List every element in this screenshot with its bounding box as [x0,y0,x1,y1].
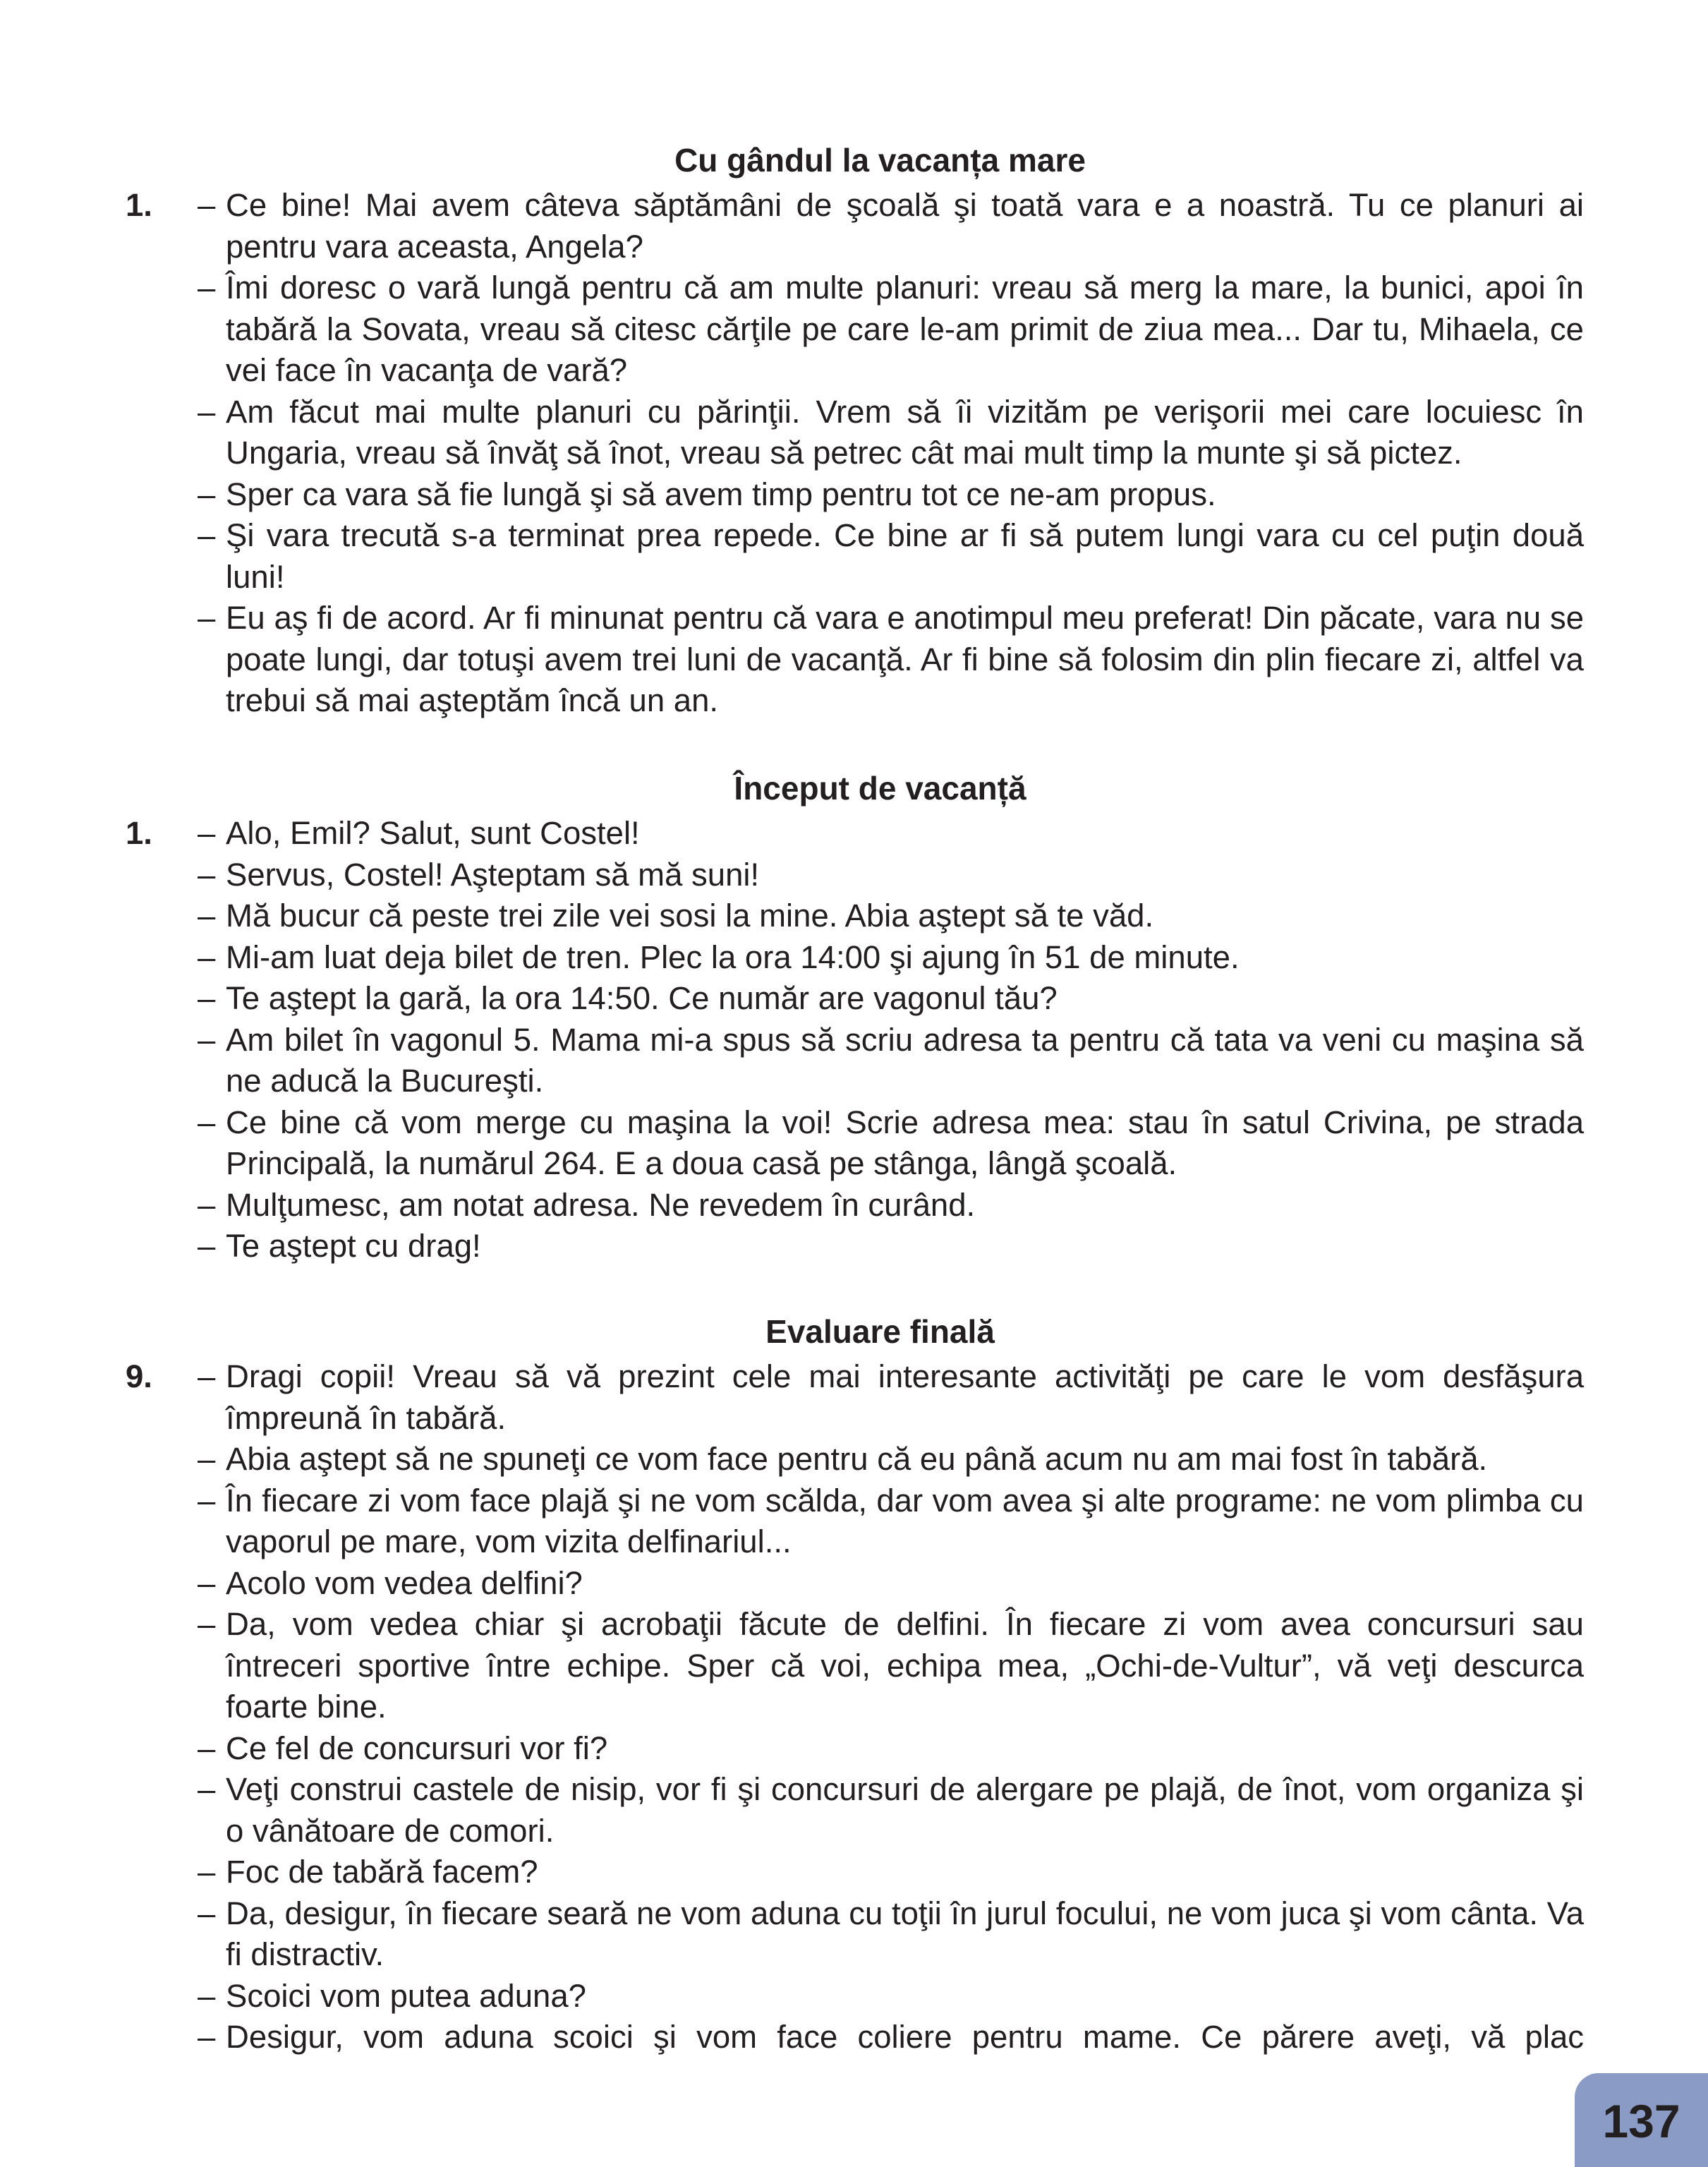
dialogue-line [198,1480,1584,1563]
dialogue-line [198,1020,1584,1102]
dialogue-text: Şi vara trecută s-a terminat prea repede. Ce bine ar fi să putem lungi vara cu cel puţin două luni! [226,517,1584,595]
dialogue-text: Mă bucur că peste trei zile vei sosi la mine. Abia aştept să te văd. [226,898,1154,934]
dialogue-text: Te aştept la gară, la ora 14:50. Ce număr are vagonul tău? [226,980,1058,1016]
section-evaluare-finala [120,1311,1584,2058]
exercise-number: 1. [126,815,152,851]
dialogue-line [198,185,1584,267]
dialogue-text: Am bilet în vagonul 5. Mama mi-a spus să scriu adresa ta pentru că tata va veni cu maşina să ne aducă la Bucureşti. [226,1021,1584,1099]
dialogue-line [198,2017,1584,2058]
dash: – [198,1021,216,1058]
dialogue-line [198,1226,1584,1267]
dialogue-line [198,1893,1584,1976]
dialogue-line [198,392,1584,474]
dash: – [198,898,216,934]
dialogue-line [198,267,1584,392]
dash: – [198,476,216,512]
dialogue-line [198,813,1584,855]
dash: – [198,1606,216,1642]
dialogue-text: Mulţumesc, am notat adresa. Ne revedem în curând. [226,1186,976,1223]
dialogue-line [198,1356,1584,1439]
dialogue-text: Da, vom vedea chiar şi acrobaţii făcute de delfini. În fiecare zi vom avea concursuri sau întreceri sportive între echipe. Sper că voi, echipa mea, „Ochi-de-Vultur”, vă veţi descurca foarte bine. [226,1606,1584,1725]
section-cu-gandul-la-vacanta-mare [120,140,1584,722]
dash: – [198,1895,216,1931]
dialogue-line [198,1563,1584,1605]
dialogue-text: Mi-am luat deja bilet de tren. Plec la ora 14:00 şi ajung în 51 de minute. [226,938,1240,975]
dialogue-text: Abia aştept să ne spuneţi ce vom face pentru că eu până acum nu am mai fost în tabără. [226,1441,1488,1477]
dash: – [198,1564,216,1601]
dash: – [198,1104,216,1140]
dialogue-text: Desigur, vom aduna scoici şi vom face coliere pentru mame. Ce părere aveţi, vă plac [226,2019,1584,2055]
dash: – [198,600,216,636]
dash: – [198,270,216,306]
page-number-badge [1575,2073,1708,2167]
section-title: Evaluare finală [765,1313,995,1350]
dialogue-text: În fiecare zi vom face plajă şi ne vom scălda, dar vom avea şi alte programe: ne vom plimba cu vaporul pe mare, vom vizita delfinariul... [226,1482,1584,1559]
dialogue-line [198,598,1584,722]
dialogue-text: Te aştept cu drag! [226,1228,481,1264]
dialogue-line [198,1976,1584,2017]
dash: – [198,1977,216,2014]
dialogue-text: Foc de tabără facem? [226,1854,538,1890]
dash: – [198,187,216,223]
dialogue-text: Acolo vom vedea delfini? [226,1564,583,1601]
dash: – [198,1854,216,1890]
dash: – [198,517,216,553]
dialogue-line [198,515,1584,598]
exercise-number: 9. [126,1358,152,1394]
dialogue-text: Sper ca vara să fie lungă şi să avem timp pentru tot ce ne-am propus. [226,476,1216,512]
dialogue-text: Ce bine! Mai avem câteva săptămâni de şcoală şi toată vara e a noastră. Tu ce planuri ai pentru vara aceasta, Angela? [226,187,1584,265]
dialogue-text: Ce fel de concursuri vor fi? [226,1730,608,1766]
exercise-item [120,185,1584,722]
dialogue-line [198,474,1584,516]
page-number: 137 [1602,2095,1680,2147]
dialogue-line [198,1769,1584,1852]
exercise-item [120,1356,1584,2058]
dialogue-line [198,1728,1584,1770]
dialogue-line [198,1102,1584,1185]
dialogue-text: Am făcut mai multe planuri cu părinţii. Vrem să îi vizităm pe verişorii mei care locuiesc în Ungaria, vreau să învăţ să înot, vreau să petrec cât mai mult timp la munte şi să pictez. [226,393,1584,471]
dialogue-line [198,937,1584,979]
dash: – [198,1228,216,1264]
dash: – [198,1730,216,1766]
dash: – [198,938,216,975]
dialogue-text: Servus, Costel! Aşteptam să mă suni! [226,856,760,893]
dialogue-text: Ce bine că vom merge cu maşina la voi! Scrie adresa mea: stau în satul Crivina, pe strada Principală, la numărul 264. E a doua casă pe stânga, lângă şcoală. [226,1104,1584,1181]
dash: – [198,393,216,430]
dialogue-text: Dragi copii! Vreau să vă prezint cele mai interesante activităţi pe care le vom desfăşura împreună în tabără. [226,1358,1584,1436]
dash: – [198,1771,216,1807]
dialogue-line [198,1852,1584,1893]
exercise-number: 1. [126,187,152,223]
dialogue-line [198,895,1584,937]
dialogue-text: Veţi construi castele de nisip, vor fi şi concursuri de alergare pe plajă, de înot, vom organiza şi o vânătoare de comori. [226,1771,1584,1849]
dash: – [198,1441,216,1477]
dash: – [198,1186,216,1223]
dialogue-text: Eu aş fi de acord. Ar fi minunat pentru că vara e anotimpul meu preferat! Din păcate, vara nu se poate lungi, dar totuşi avem trei luni de vacanţă. Ar fi bine să folosim din plin fiecare zi, altfel va trebui să mai aşteptăm încă un an. [226,600,1584,718]
dialogue-line [198,978,1584,1020]
exercise-item [120,813,1584,1267]
dialogue-text: Alo, Emil? Salut, sunt Costel! [226,815,640,851]
section-title: Cu gândul la vacanța mare [674,142,1086,179]
dialogue-text: Îmi doresc o vară lungă pentru că am multe planuri: vreau să merg la mare, la bunici, apoi în tabără la Sovata, vreau să citesc cărţile pe care le-am primit de ziua mea... Dar tu, Mihaela, ce vei face în vacanţa de vară? [226,270,1584,388]
section-title: Început de vacanță [734,770,1026,807]
dialogue-text: Scoici vom putea aduna? [226,1977,586,2014]
dash: – [198,1482,216,1519]
dash: – [198,1358,216,1394]
section-inceput-de-vacanta [120,768,1584,1267]
dialogue-line [198,1439,1584,1480]
dash: – [198,980,216,1016]
dash: – [198,2019,216,2055]
dash: – [198,856,216,893]
dialogue-line [198,855,1584,896]
dialogue-text: Da, desigur, în fiecare seară ne vom aduna cu toţii în jurul focului, ne vom juca şi vom cânta. Va fi distractiv. [226,1895,1584,1972]
dialogue-line [198,1185,1584,1226]
dialogue-line [198,1604,1584,1728]
dash: – [198,815,216,851]
